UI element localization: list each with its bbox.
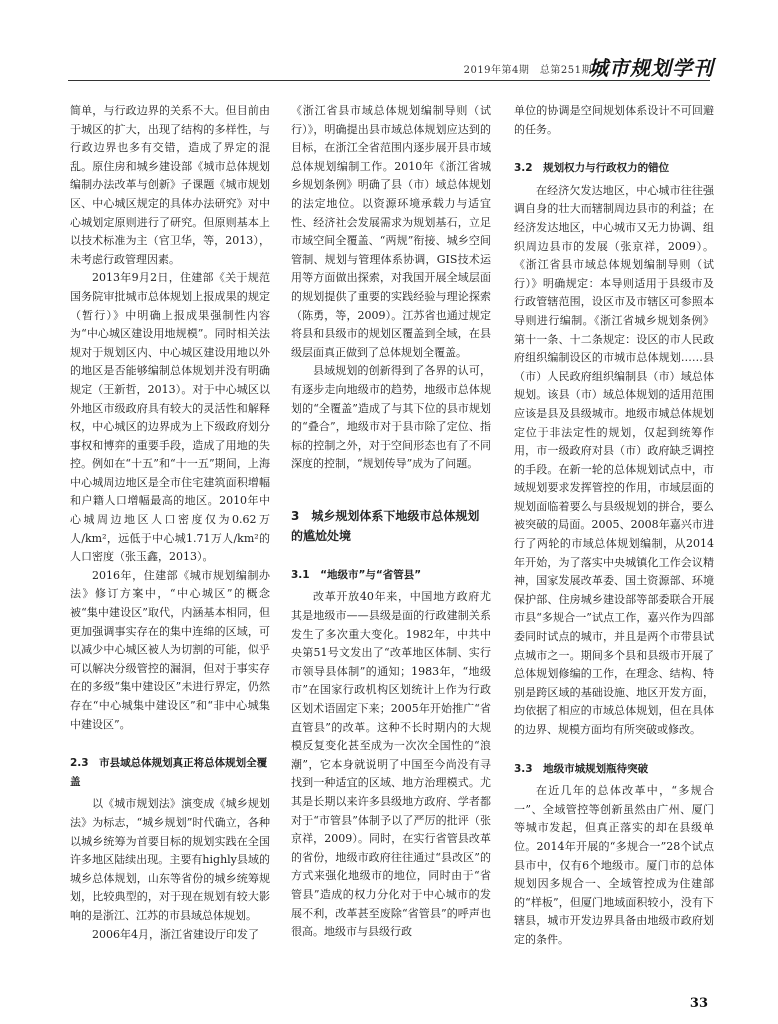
column-left [70,102,270,944]
section-heading-3-1: 3.1 “地级市”与“省管县” [291,568,422,581]
section-heading-2-3: 2.3 市县域总体规划真正将总体规划全覆盖 [70,757,268,788]
header-rule [68,80,710,81]
column-right [514,102,714,950]
paragraph: 2016年，住建部《城市规划编制办法》修订方案中，“中心城区”的概念被“集中建设区”取代，内涵基本相同，但更加强调事实存在的集中连绵的区域，可以减少中心城区被人为切割的可能，似乎可以解决分级管控的漏洞，但对于事实存在的多级“集中建设区”未进行界定，仍然存在“中心城集中建设区”和“非中心城集中建设区”。 [70,568,270,731]
paragraph: 改革开放40年来，中国地方政府尤其是地级市——县级是面的行政建制关系发生了多次重大变化。1982年，中共中央第51号文发出了“改革地区体制、实行市领导县体制”的通知；1983年，“地级市”在国家行政机构区划统计上作为行政区划术语固定下来；2005年开始推广“省直管县”的改革。这种不长时期内的大规模反复变化甚至成为一次次全国性的“浪潮”，它本身就说明了中国至今尚没有寻找到一种适宜的区域、地方治理模式。尤其是长期以来许多县级地方政府、学者都对于“市管县”体制予以了严厉的批评（张京祥，2009）。同时，在实行省管县改革的省份，地级市政府往往通过“县改区”的方式来强化地级市的地位，同时由于“省管县”造成的权力分化对于中心城市的发展不利，改革甚至废除“省管县”的呼声也很高。地级市与县级行政 [291,590,491,939]
issue-info: 2019年第4期 总第251期 [463,65,592,76]
paragraph: 以《城市规划法》演变成《城乡规划法》为标志，“城乡规划”时代确立，各种以城乡统筹为首要目标的规划实践在全国许多地区陆续出现。主要有highly县域的城乡总体规划，山东等省份的城乡统筹规划，比较典型的，对于现在规划有较大影响的是浙江、江苏的市县域总体规划。 [70,797,270,922]
section-heading-3-3: 3.3 地级市城规划瓶待突破 [514,762,649,775]
paragraph: 在经济欠发达地区，中心城市往往强调自身的壮大而辖制周边县市的利益；在经济发达地区，中心城市又无力协调、组织周边县市的发展（张京祥，2009）。《浙江省县市域总体规划编制导则（试行）》明确规定：本导则适用于县级市及行政管辖范围，设区市及市辖区可参照本导则进行编制。《浙江省城乡规划条例》第十一条、十二条规定：设区的市人民政府组织编制设区的市城市总体规划……县（市）人民政府组织编制县（市）域总体规划。该县（市）域总体规划的适用范围应该是县及县级城市。地级市城总体规划定位于非法定性的规划，仅起到统筹作用，市一级政府对县（市）政府缺乏调控的手段。在新一轮的总体规划试点中，市域规划要求发挥管控的作用，市域层面的规划面临着要么与县级规划的拼合，要么被突破的局面。2005、2008年嘉兴市进行了两轮的市域总体规划编制，从2014年开始，为了落实中央城镇化工作会议精神，国家发展改革委、国土资源部、环境保护部、住房城乡建设部等部委联合开展市县“多规合一”试点工作，嘉兴作为四部委同时试点的城市，并且是两个市带县试点城市之一。期间多个县和县级市开展了总体规划修编的工作，在理念、结构、特别是跨区域的基础设施、地区开发方面，均依据了相应的市域总体规划，但在具体的边界、规模方面均有所突破或修改。 [514,183,714,736]
page-number: 33 [689,996,708,1011]
section-heading-3-2: 3.2 规划权力与行政权力的错位 [514,162,670,175]
paragraph: 2006年4月，浙江省建设厅印发了 [92,927,259,941]
paragraph: 2013年9月2日，住建部《关于规范国务院审批城市总体规划上报成果的规定（暂行）》中明确上报成果强制性内容为“中心城区建设用地规模”。同时相关法规对于规划区内、中心城区建设用地以外的地区是否能够编制总体规划并没有明确规定（王新哲，2013）。对于中心城区以外地区市级政府具有较大的灵活性和解释权，中心城区的边界成为上下级政府划分事权和博弈的重要手段，造成了用地的失控。例如在“十五”和“十一五”期间，上海中心城周边地区是全市住宅建筑面积增幅和户籍人口增幅最高的地区。2010年中心城周边地区人口密度仅为0.62万人/km²，远低于中心城1.71万人/km²的人口密度（张玉鑫，2013）。 [70,271,270,564]
page-header [0,0,778,84]
paragraph: 单位的协调是空间规划体系设计不可回避的任务。 [514,104,714,136]
journal-title: 城市规划学刊 [588,56,714,80]
paragraph: 在近几年的总体改革中，“多规合一”、全域管控等创新虽然由广州、厦门等城市发起，但真正落实的却在县级单位。2014年开展的“多规合一”28个试点县市中，仅有6个地级市。厦门市的总体规划因多规合一、全域管控成为住建部的“样板”，但厦门地域面积较小，没有下辖县，城市开发边界具备由地级市政府划定的条件。 [514,784,714,946]
paragraph: 县域规划的创新得到了各界的认可，有逐步走向地级市的趋势，地级市总体规划的“全覆盖”造成了与其下位的县市规划的“叠合”，地级市对于县市除了定位、指标的控制之外，对于空间形态也有了不同深度的控制，“规划传导”成为了问题。 [291,364,491,471]
section-heading-3: 3 城乡规划体系下地级市总体规划的尴尬处境 [291,508,480,543]
paragraph: 简单，与行政边界的关系不大。但目前由于城区的扩大，出现了结构的多样性，与行政边界也多有交错，造成了界定的混乱。原住房和城乡建设部《城市总体规划编制办法改革与创新》子课题《城市规划区、中心城区规定的具体办法研究》对中心城划定原则进行了研究。但原则基本上以技术标准为主（官卫华，等，2013），未考虑行政管理因素。 [70,104,270,266]
column-middle [291,102,491,942]
paragraph: 《浙江省县市域总体规划编制导则（试行）》，明确提出县市域总体规划应达到的目标，在浙江全省范围内逐步展开县市域总体规划编制工作。2010年《浙江省城乡规划条例》明确了县（市）域总体规划的法定地位。以资源环境承载力与适宜性、经济社会发展需求为规划基石，立足市域空间全覆盖、“两规”衔接、城乡空间管制、规划与管理体系协调，GIS技术运用等方面做出探索，对我国开展全域层面的规划提供了重要的实践经验与理论探索（陈勇，等，2009）。江苏省也通过规定将县和县级市的规划区覆盖到全域，在县级层面真正做到了总体规划全覆盖。 [291,104,491,359]
